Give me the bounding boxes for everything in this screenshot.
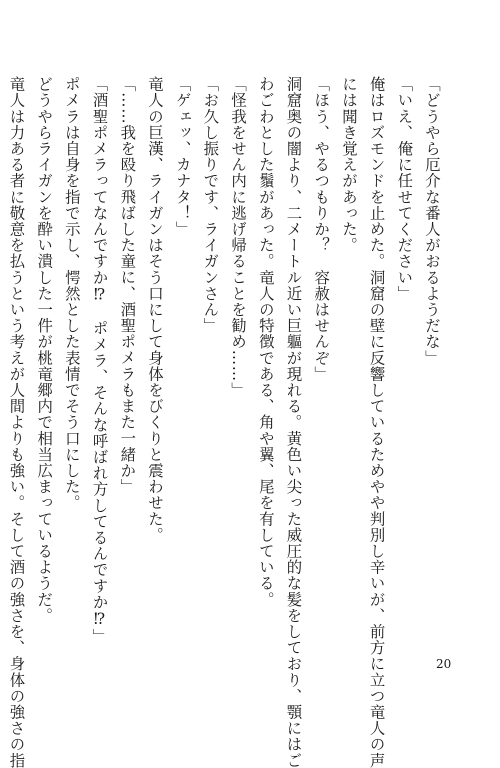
text-line: 「いえ、俺に任せてください」	[395, 76, 414, 302]
text-line: 竜人の巨漢、ライガンはそう口にして身体をびくりと震わせた。	[145, 76, 164, 543]
text-line: 「……我を殴り飛ばした童に、酒聖ポメラもまた一緒か」	[118, 76, 137, 495]
text-line: 俺はロズモンドを止めた。洞窟の壁に反響しているためやや判別し辛いが、前方に立つ竜人の声	[367, 76, 386, 768]
text-line: 「どうやら厄介な番人がおるようだな」	[423, 76, 441, 366]
text-line: 洞窟奥の闇より、二メートル近い巨軀が現れる。黄色い尖った威圧的な髪をしており、顎にはご	[284, 76, 303, 768]
page-number: 20	[436, 657, 452, 671]
text-line: 「酒聖ポメラってなんですか⁉ ポメラ、そんな呼ばれ方してるんですか⁉」	[90, 76, 109, 645]
text-line: 「お久し振りです、ライガンさん」	[201, 76, 220, 334]
text-line: 竜人は力ある者に敬意を払うという考えが人間よりも強い。そして酒の強さを、身体の強さの指	[7, 76, 26, 768]
text-line: どうやらライガンを酔い潰した一件が桃竜郷内で相当広まっているようだ。	[35, 76, 54, 624]
text-line: わごわとした鬚があった。竜人の特徴である、角や翼、尾を有している。	[256, 76, 275, 608]
text-line: 「ゲェッ、カナタ！」	[173, 76, 192, 237]
text-line: ポメラは自身を指で示し、愕然とした表情でそう口にした。	[62, 76, 81, 511]
text-line: 「ほう、やるつもりか？ 容赦はせんぞ」	[312, 76, 331, 382]
text-line: には聞き覚えがあった。	[339, 76, 358, 254]
text-line: 「怪我をせん内に逃げ帰ることを勧め……」	[229, 76, 248, 398]
